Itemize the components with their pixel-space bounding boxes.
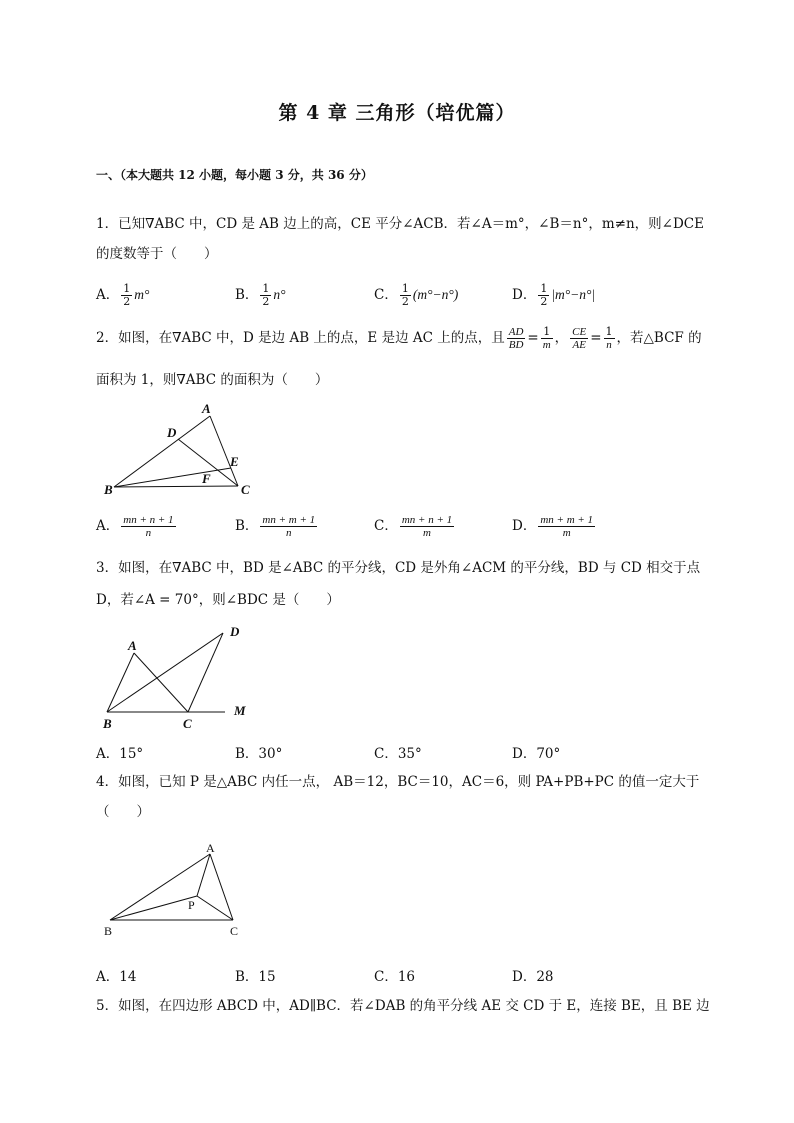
q2-label-e: E xyxy=(230,454,239,469)
q1-option-a[interactable]: A． $\frac{1}{2}$ m° xyxy=(96,282,150,308)
q2-text-line2: 面积为 1，则∇ABC 的面积为（ ） xyxy=(96,372,329,388)
q3-text-line1: 3．如图，在∇ABC 中，BD 是∠ABC 的平分线，CD 是外角∠ACM 的平分线，BD 与 CD 相交于点 xyxy=(96,560,701,576)
q2-text-line1: 2．如图，在∇ABC 中，D 是边 AB 上的点，E 是边 AC 上的点，且 $\frac{AD}{BD}$ = $\frac{1}{m}$ ， $\frac{CE}{AE}$ = $\frac{1}{n}$ ，若△BCF 的 xyxy=(96,325,702,351)
q3-option-c[interactable]: C．35° xyxy=(374,746,422,762)
q1-option-d[interactable]: D． $\frac{1}{2}$ |m°−n°| xyxy=(512,282,596,308)
q1-text-line1: 1．已知∇ABC 中，CD 是 AB 边上的高，CE 平分∠ACB．若∠A＝m°，∠B＝n°，m≠n，则∠DCE xyxy=(96,216,704,232)
q4-option-b[interactable]: B．15 xyxy=(235,969,276,985)
q3-option-b[interactable]: B．30° xyxy=(235,746,283,762)
q1-option-b[interactable]: B． $\frac{1}{2}$ n° xyxy=(235,282,286,308)
q2-label-c: C xyxy=(241,482,250,497)
q3-label-c: C xyxy=(183,716,192,731)
q2-option-a[interactable]: A． $\frac{mn + n + 1}{n}$ xyxy=(96,514,174,539)
section-heading: 一、（本大题共 12 小题，每小题 3 分，共 36 分） xyxy=(96,168,373,182)
q4-option-a[interactable]: A．14 xyxy=(96,969,137,985)
q2-label-f: F xyxy=(202,471,211,486)
q4-label-c: C xyxy=(230,924,239,938)
q2-label-d: D xyxy=(167,425,177,440)
q3-label-b: B xyxy=(103,716,112,731)
q4-text-line1: 4．如图，已知 P 是△ABC 内任一点， AB＝12，BC＝10，AC＝6，则 PA+PB+PC 的值一定大于 xyxy=(96,774,700,790)
q3-label-m: M xyxy=(234,703,246,718)
q4-label-b: B xyxy=(104,924,113,938)
q2-option-b[interactable]: B． $\frac{mn + m + 1}{n}$ xyxy=(235,514,316,539)
q3-label-d: D xyxy=(230,624,240,639)
q1-option-c[interactable]: C． $\frac{1}{2}$ (m°−n°) xyxy=(374,282,459,308)
q3-option-d[interactable]: D．70° xyxy=(512,746,561,762)
q2-label-b: B xyxy=(104,482,113,497)
q4-figure xyxy=(100,838,260,942)
q3-text-line2: D，若∠A = 70°，则∠BDC 是（ ） xyxy=(96,592,340,608)
q2-figure xyxy=(100,398,260,500)
q2-option-c[interactable]: C． $\frac{mn + n + 1}{m}$ xyxy=(374,514,453,539)
q4-option-d[interactable]: D．28 xyxy=(512,969,554,985)
q4-label-a: A xyxy=(206,841,215,855)
q5-text-line1: 5．如图，在四边形 ABCD 中，AD∥BC．若∠DAB 的角平分线 AE 交 CD 于 E，连接 BE，且 BE 边 xyxy=(96,998,710,1014)
q4-label-p: P xyxy=(188,898,195,912)
q3-option-a[interactable]: A．15° xyxy=(96,746,144,762)
q2-option-d[interactable]: D． $\frac{mn + m + 1}{m}$ xyxy=(512,514,594,539)
q3-figure xyxy=(100,620,260,732)
q4-text-line2: （ ） xyxy=(96,804,150,820)
q4-option-c[interactable]: C．16 xyxy=(374,969,416,985)
page-title: 第 4 章 三角形（培优篇） xyxy=(278,102,516,124)
q3-label-a: A xyxy=(128,638,137,653)
q1-text-line2: 的度数等于（ ） xyxy=(96,246,218,262)
q2-label-a: A xyxy=(202,401,211,416)
